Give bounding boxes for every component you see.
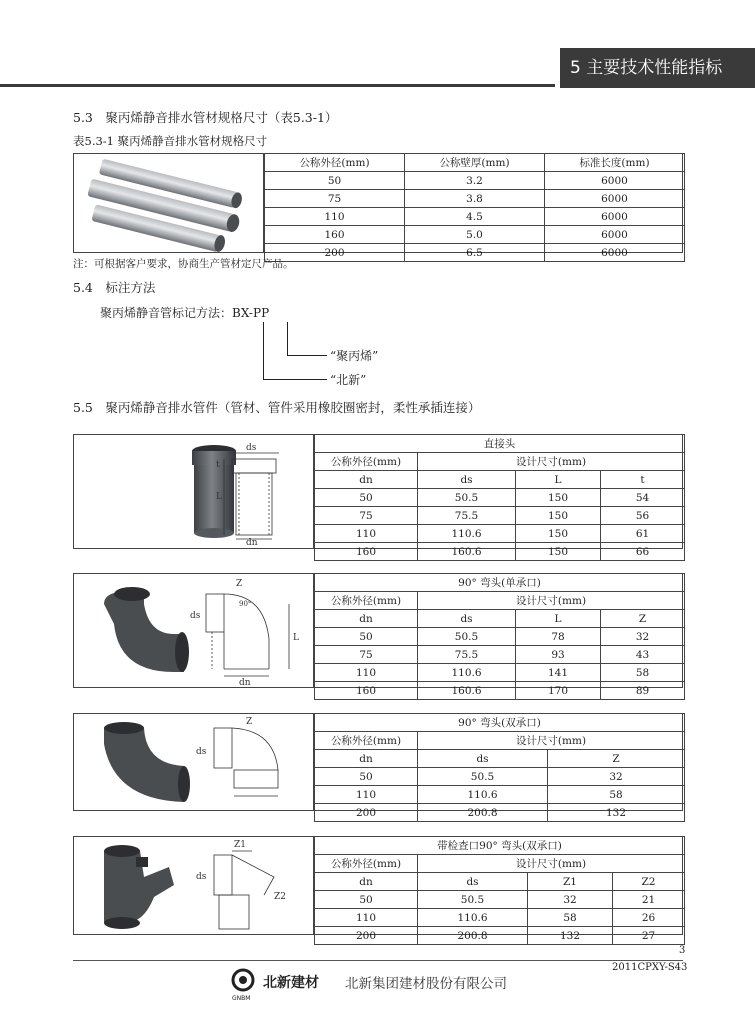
brand-name: 北新建材 [263,975,319,991]
cell: 43 [601,646,685,664]
cell: 110.6 [418,525,516,543]
elbow-single-title: 90° 弯头(单承口) [315,574,685,592]
cell: 4.5 [405,208,545,226]
cell: 93 [516,646,601,664]
elbow-single-image-area [74,574,314,687]
elbow-inspection-title: 带检查口90° 弯头(双承口) [315,837,685,855]
coupling-image-area [74,435,314,548]
cell: 54 [601,489,685,507]
cell: 32 [528,891,613,909]
cell: 58 [601,664,685,682]
pipe-illustration-icon [74,154,264,252]
cell: 200 [265,244,405,262]
table-row [315,804,685,822]
cell: 132 [528,927,613,945]
table-row [265,208,685,226]
cell: 150 [516,507,601,525]
sub-header: Z1 [528,873,613,891]
cell: 150 [516,489,601,507]
cell: 6000 [545,244,685,262]
dim-t: t [216,460,220,470]
cell: 50 [315,489,418,507]
table-row [315,786,685,804]
col-label: 公称外径(mm) [315,855,418,873]
cell: 110 [315,525,418,543]
table-row [315,628,685,646]
cell: 61 [601,525,685,543]
cell: 89 [601,682,685,700]
design-label: 设计尺寸(mm) [418,453,685,471]
col-label: 公称外径(mm) [315,592,418,610]
cell: 75.5 [418,646,516,664]
table-row [315,646,685,664]
elbow-inspection-illustration-icon [74,837,314,934]
cell: 110.6 [418,786,548,804]
cell: 6000 [545,226,685,244]
cell: 32 [601,628,685,646]
cell: 160 [315,543,418,561]
cell: 66 [601,543,685,561]
elbow-inspection-table [314,836,685,945]
cell: 141 [516,664,601,682]
cell: 32 [548,768,685,786]
section-5-4-heading: 5.4 标注方法 [73,280,156,295]
marking-label-bx: “北新” [330,373,367,387]
col-header-wall: 公称壁厚(mm) [405,154,545,172]
cell: 160 [315,682,418,700]
cell: 200.8 [418,804,548,822]
sub-header: Z [601,610,685,628]
marking-method: 聚丙烯静音管标记方法：BX-PP [100,306,270,320]
elbow-double-table [314,713,685,822]
marking-leader-2h [263,379,327,380]
dim-Z: Z [246,717,253,727]
dim-Z1: Z1 [234,840,246,850]
sub-header: ds [418,471,516,489]
cell: 5.0 [405,226,545,244]
col-header-length: 标准长度(mm) [545,154,685,172]
table-row [265,244,685,262]
document-code: 2011CPXY-S43 [612,962,688,973]
cell: 110 [315,909,418,927]
cell: 170 [516,682,601,700]
elbow-double-image-area [74,714,314,810]
elbow-single-table [314,573,685,700]
section-5-5-heading: 5.5 聚丙烯静音排水管件（管材、管件采用橡胶圈密封，柔性承插连接） [73,400,481,415]
pipe-photo [74,154,264,252]
cell: 6.5 [405,244,545,262]
dim-L: L [216,492,222,502]
company-logo-icon [228,968,258,1007]
elbow-single-block [73,573,683,697]
table-note: 注：可根据客户要求，协商生产管材定尺产品。 [73,258,294,270]
dim-angle: 90° [239,600,252,608]
sub-header: dn [315,873,418,891]
coupling-block [73,434,683,558]
table-row [315,682,685,700]
cell: 200 [315,927,418,945]
table-row [265,226,685,244]
dim-ds: ds [246,443,257,453]
coupling-table [314,434,685,561]
sub-header: dn [315,610,418,628]
table-row [315,664,685,682]
cell: 56 [601,507,685,525]
table-row [315,543,685,561]
pipe-spec-table [264,153,685,262]
cell: 58 [548,786,685,804]
footer-rule [73,960,683,961]
dim-ds: ds [196,747,207,757]
coupling-title: 直接头 [315,435,685,453]
table-row [265,172,685,190]
cell: 132 [548,804,685,822]
table-row [315,768,685,786]
cell: 50.5 [418,489,516,507]
cell: 200 [315,804,418,822]
cell: 50.5 [418,768,548,786]
table-5-3-1-caption: 表5.3-1 聚丙烯静音排水管材规格尺寸 [73,134,268,148]
chapter-title: 5 主要技术性能指标 [560,48,755,88]
table-row [315,909,685,927]
cell: 50 [315,628,418,646]
cell: 78 [516,628,601,646]
cell: 110.6 [418,909,528,927]
coupling-illustration-icon [74,435,314,548]
table-row [315,927,685,945]
cell: 26 [613,909,685,927]
table-row [315,507,685,525]
cell: 75 [265,190,405,208]
page-number: 3 [679,945,686,956]
cell: 200.8 [418,927,528,945]
dim-dn: dn [246,538,258,548]
dim-Z2: Z2 [274,892,286,902]
cell: 50 [265,172,405,190]
marking-leader-1 [287,322,288,355]
cell: 3.8 [405,190,545,208]
sub-header: ds [418,750,548,768]
cell: 3.2 [405,172,545,190]
cell: 50.5 [418,891,528,909]
cell: 75.5 [418,507,516,525]
dim-ds: ds [196,872,207,882]
cell: 150 [516,543,601,561]
cell: 160.6 [418,682,516,700]
sub-header: dn [315,750,418,768]
cell: 27 [613,927,685,945]
table-row [265,190,685,208]
elbow-double-title: 90° 弯头(双承口) [315,714,685,732]
cell: 21 [613,891,685,909]
marking-leader-1h [287,355,327,356]
sub-header: L [516,471,601,489]
design-label: 设计尺寸(mm) [418,732,685,750]
sub-header: ds [418,610,516,628]
sub-header: Z2 [613,873,685,891]
header-rule [0,84,555,87]
elbow-double-block [73,713,683,819]
cell: 75 [315,646,418,664]
cell: 50 [315,768,418,786]
cell: 160.6 [418,543,516,561]
sub-header: t [601,471,685,489]
cell: 6000 [545,172,685,190]
company-name: 北新集团建材股份有限公司 [345,976,507,992]
sub-header: Z [548,750,685,768]
col-label: 公称外径(mm) [315,453,418,471]
cell: 6000 [545,208,685,226]
cell: 110.6 [418,664,516,682]
elbow-inspection-image-area [74,837,314,934]
table-row [315,891,685,909]
cell: 160 [265,226,405,244]
elbow-double-illustration-icon [74,714,314,810]
cell: 6000 [545,190,685,208]
sub-header: dn [315,471,418,489]
marking-label-pp: “聚丙烯” [330,349,379,363]
dim-ds: ds [190,611,201,621]
elbow-inspection-block [73,836,683,942]
col-header-od: 公称外径(mm) [265,154,405,172]
design-label: 设计尺寸(mm) [418,855,685,873]
table-row [315,525,685,543]
cell: 58 [528,909,613,927]
dim-Z: Z [236,579,243,589]
dim-L: L [293,633,299,643]
cell: 75 [315,507,418,525]
cell: 50.5 [418,628,516,646]
cell: 110 [315,664,418,682]
cell: 110 [315,786,418,804]
cell: 50 [315,891,418,909]
elbow-single-illustration-icon [74,574,314,687]
section-5-3-heading: 5.3 聚丙烯静音排水管材规格尺寸（表5.3-1） [73,110,338,125]
design-label: 设计尺寸(mm) [418,592,685,610]
cell: 150 [516,525,601,543]
sub-header: L [516,610,601,628]
pipe-spec-block [73,153,683,259]
logo-text: GNBM [232,995,251,1002]
col-label: 公称外径(mm) [315,732,418,750]
dim-dn: dn [239,678,251,687]
table-row [315,489,685,507]
cell: 110 [265,208,405,226]
marking-leader-2 [263,322,264,379]
sub-header: ds [418,873,528,891]
